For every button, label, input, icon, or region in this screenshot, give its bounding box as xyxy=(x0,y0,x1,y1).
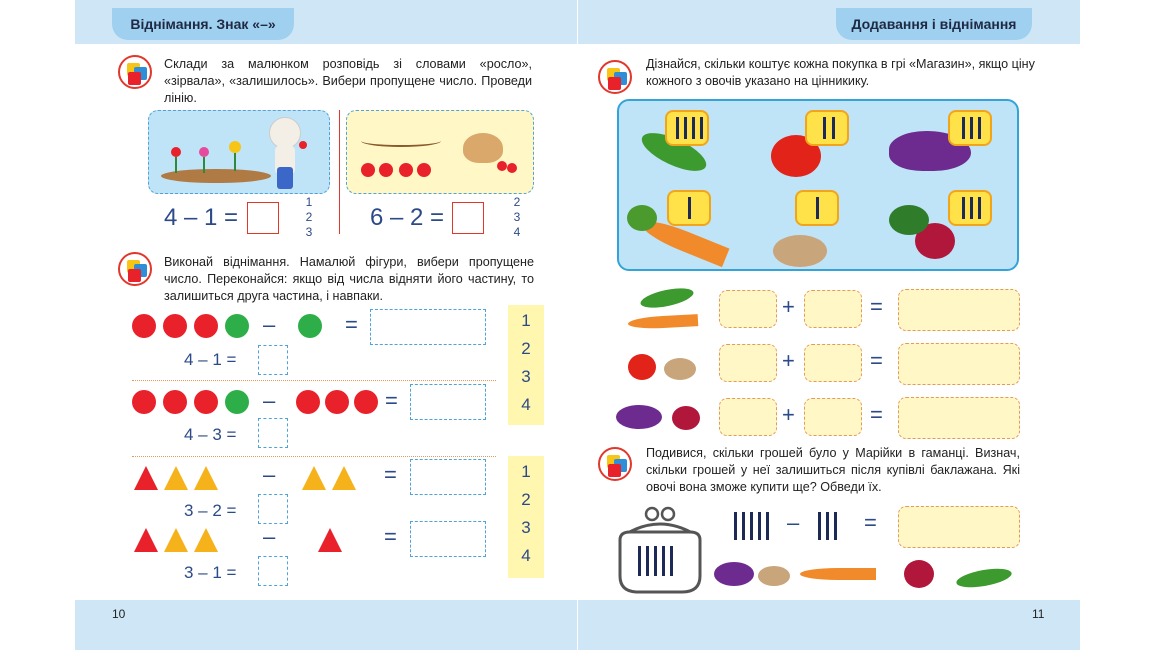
equation: 4 – 3 = xyxy=(184,425,237,444)
price-tag-carrot xyxy=(667,190,711,226)
red-circle xyxy=(163,314,187,338)
choice[interactable]: 3 xyxy=(521,367,531,386)
red-triangle xyxy=(134,466,158,490)
task1-choices-a xyxy=(302,195,316,240)
yellow-triangle xyxy=(302,466,326,490)
sum-box[interactable] xyxy=(719,290,777,328)
beet-option[interactable] xyxy=(904,560,934,588)
equals-sign: = xyxy=(870,402,883,427)
choice[interactable]: 3 xyxy=(305,225,313,239)
equals-sign: = xyxy=(870,294,883,319)
yellow-triangle xyxy=(332,466,356,490)
price-tag-eggplant xyxy=(948,110,992,146)
equals-sign: = xyxy=(345,312,358,337)
minus-sign: – xyxy=(263,524,276,549)
red-triangle xyxy=(318,528,342,552)
minus-sign: – xyxy=(263,388,276,413)
choice[interactable]: 3 xyxy=(521,518,531,537)
choice[interactable]: 2 xyxy=(305,210,313,224)
choice[interactable]: 2 xyxy=(521,339,531,358)
price-tag-cucumber xyxy=(665,110,709,146)
yellow-triangle xyxy=(194,528,218,552)
yellow-triangle xyxy=(194,466,218,490)
draw-shapes-box[interactable] xyxy=(410,459,486,495)
triangles-row-1 xyxy=(132,462,362,492)
tomato-small xyxy=(628,354,656,380)
equals-sign: = xyxy=(864,510,877,535)
result-box[interactable] xyxy=(898,343,1020,385)
choice[interactable]: 1 xyxy=(305,195,313,209)
price-tag-tomato xyxy=(805,110,849,146)
task-icon xyxy=(598,60,632,94)
red-circle xyxy=(132,390,156,414)
minus-sign: – xyxy=(263,312,276,337)
wallet-icon xyxy=(612,504,708,596)
red-circle xyxy=(194,314,218,338)
red-circle xyxy=(325,390,349,414)
flowers-picture xyxy=(148,110,330,194)
answer-box[interactable] xyxy=(258,494,288,524)
potato-option[interactable] xyxy=(758,566,790,586)
sum-box[interactable] xyxy=(804,344,862,382)
wallet-task-text: Подивися, скільки грошей було у Марійки в гаманці. Визнач, скільки грошей у неї залишиться після купівлі баклажана. Які овочі вона зможе купити ще? Обведи їх. xyxy=(646,446,1020,494)
sticks-three xyxy=(816,510,844,542)
right-page-number: 11 xyxy=(1032,607,1045,621)
eggplant-option[interactable] xyxy=(714,562,754,586)
dotted-separator xyxy=(132,456,496,457)
sum-box[interactable] xyxy=(804,398,862,436)
dotted-separator xyxy=(132,380,496,381)
task2-text: Виконай віднімання. Намалюй фігури, вибери пропущене число. Переконайся: якщо від числа відняти його частину, то залишиться друга частина, і навпаки. xyxy=(164,255,534,303)
choice[interactable]: 4 xyxy=(521,546,531,565)
green-circle xyxy=(225,390,249,414)
red-circle xyxy=(194,390,218,414)
price-tag-beet xyxy=(948,190,992,226)
plus-sign: + xyxy=(782,348,795,373)
eggplant-small xyxy=(616,405,662,429)
choice[interactable]: 2 xyxy=(521,490,531,509)
task-icon xyxy=(118,55,152,89)
beet-small xyxy=(672,406,700,430)
right-header: Додавання і віднімання xyxy=(836,8,1032,40)
red-triangle xyxy=(134,528,158,552)
draw-shapes-box[interactable] xyxy=(370,309,486,345)
shop-task-text: Дізнайся, скільки коштує кожна покупка в грі «Магазин», якщо ціну кожного з овочів указано на цінникику. xyxy=(646,57,1035,88)
green-circle xyxy=(298,314,322,338)
choice[interactable]: 4 xyxy=(513,225,521,239)
triangles-row-2 xyxy=(132,524,362,554)
sum-box[interactable] xyxy=(804,290,862,328)
task1-equation-b: 6 – 2 = xyxy=(370,204,445,231)
choice[interactable]: 1 xyxy=(521,462,531,481)
left-page-number: 10 xyxy=(112,607,126,621)
answer-box[interactable] xyxy=(258,418,288,448)
choice[interactable]: 4 xyxy=(521,395,531,414)
red-circle xyxy=(354,390,378,414)
task1-answer-box-a[interactable] xyxy=(247,202,279,234)
answer-box[interactable] xyxy=(258,345,288,375)
task-icon xyxy=(598,447,632,481)
result-box[interactable] xyxy=(898,397,1020,439)
task1-answer-box-b[interactable] xyxy=(452,202,484,234)
yellow-triangle xyxy=(164,466,188,490)
bottom-band-right xyxy=(578,600,1080,650)
equals-sign: = xyxy=(385,388,398,413)
sticks-five xyxy=(732,510,776,542)
number-column-top xyxy=(508,305,544,425)
divider-line xyxy=(339,110,340,234)
sum-box[interactable] xyxy=(719,344,777,382)
cherries-picture xyxy=(346,110,534,194)
task1-equation-a: 4 – 1 = xyxy=(164,204,239,231)
wallet-result-box[interactable] xyxy=(898,506,1020,548)
equation: 3 – 2 = xyxy=(184,501,237,520)
red-circle xyxy=(163,390,187,414)
red-circle xyxy=(296,390,320,414)
choice[interactable]: 3 xyxy=(513,210,521,224)
sum-box[interactable] xyxy=(719,398,777,436)
task1-choices-b xyxy=(510,195,524,240)
task-icon xyxy=(118,252,152,286)
left-header: Віднімання. Знак «–» xyxy=(112,8,294,40)
draw-shapes-box[interactable] xyxy=(410,521,486,557)
yellow-triangle xyxy=(164,528,188,552)
cucumber-option[interactable] xyxy=(955,565,1013,590)
minus-sign: – xyxy=(787,510,800,535)
choice[interactable]: 1 xyxy=(521,311,531,330)
minus-sign: – xyxy=(263,462,276,487)
draw-shapes-box[interactable] xyxy=(410,384,486,420)
plus-sign: + xyxy=(782,294,795,319)
red-circle xyxy=(132,314,156,338)
potato xyxy=(773,235,827,267)
equals-sign: = xyxy=(384,524,397,549)
carrot-option[interactable] xyxy=(800,568,876,580)
cucumber-small xyxy=(639,285,695,312)
plus-sign: + xyxy=(782,402,795,427)
equation: 3 – 1 = xyxy=(184,563,237,582)
bottom-band-left xyxy=(75,600,577,650)
equals-sign: = xyxy=(870,348,883,373)
number-column-bottom xyxy=(508,456,544,578)
choice[interactable]: 2 xyxy=(513,195,521,209)
task1-text: Склади за малюнком розповідь зі словами «росло», «зірвала», «залишилось». Вибери пропущене число. Проведи лінію. xyxy=(164,57,532,105)
green-circle xyxy=(225,314,249,338)
potato-small xyxy=(664,358,696,380)
carrot-small xyxy=(628,314,699,330)
equals-sign: = xyxy=(384,462,397,487)
answer-box[interactable] xyxy=(258,556,288,586)
result-box[interactable] xyxy=(898,289,1020,331)
price-tag-potato xyxy=(795,190,839,226)
equation: 4 – 1 = xyxy=(184,350,237,369)
